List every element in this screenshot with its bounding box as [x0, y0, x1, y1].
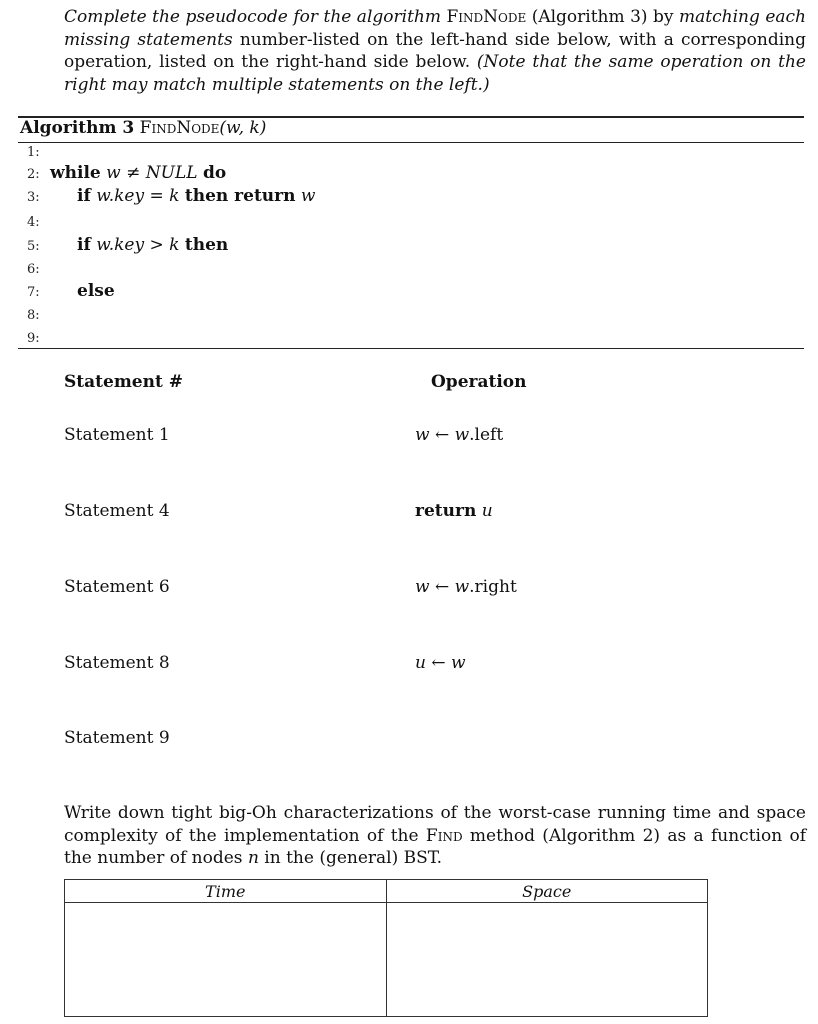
- line-number: 9:: [27, 331, 40, 346]
- operation-item[interactable]: [415, 425, 503, 445]
- operation-item[interactable]: [415, 653, 466, 673]
- answer-table: [64, 879, 708, 1017]
- keyword-do: do: [202, 163, 227, 183]
- if-condition: w.key = k: [96, 186, 180, 206]
- keyword-if: if: [77, 235, 91, 255]
- intro-text-2: (Algorithm 3) by: [531, 7, 674, 27]
- question-2-paragraph: [64, 802, 806, 870]
- intro-text-4: number-listed on the left-hand side below, with a corresponding operation, listed on the right-hand side below.: [64, 29, 806, 72]
- algorithm-name: FindNode: [139, 118, 220, 138]
- statement-item[interactable]: Statement 9: [64, 728, 170, 748]
- q2-text-2: method (Algorithm 2) as a function of the number of nodes: [64, 825, 806, 868]
- operation-assign: w ← w: [415, 577, 470, 597]
- algorithm-number: Algorithm 3: [20, 118, 135, 138]
- line-number: 8:: [27, 308, 40, 323]
- operation-item[interactable]: [415, 577, 517, 597]
- line-number: 5:: [27, 239, 40, 254]
- while-condition: w ≠ NULL: [106, 163, 198, 183]
- return-variable: w: [300, 186, 316, 206]
- operation-keyword: return: [415, 501, 477, 521]
- intro-function-name: FindNode: [446, 7, 527, 27]
- q2-text-3: in the (general) BST.: [264, 848, 443, 868]
- time-column-header: Time: [65, 880, 387, 903]
- operation-column-header: Operation: [431, 372, 527, 392]
- intro-paragraph: [64, 6, 806, 96]
- statement-item[interactable]: Statement 6: [64, 577, 170, 597]
- line-number: 7:: [27, 285, 40, 300]
- statement-item[interactable]: Statement 8: [64, 653, 170, 673]
- code-line-7: [77, 281, 115, 301]
- line-number: 2:: [27, 167, 40, 182]
- q2-variable: n: [247, 848, 259, 868]
- statement-column-header: Statement #: [64, 372, 183, 392]
- space-column-header: Space: [386, 880, 708, 903]
- operation-assign: w ← w: [415, 425, 470, 445]
- line-number: 1:: [27, 145, 40, 160]
- keyword-while: while: [50, 163, 101, 183]
- operation-field: .right: [469, 577, 517, 597]
- algorithm-bottom-rule: [18, 348, 804, 349]
- line-number: 4:: [27, 215, 40, 230]
- statement-item[interactable]: Statement 1: [64, 425, 170, 445]
- line-number: 3:: [27, 190, 40, 205]
- operation-field: .left: [469, 425, 504, 445]
- code-line-5: [77, 235, 228, 255]
- keyword-else: else: [77, 281, 115, 301]
- time-answer-cell[interactable]: [65, 903, 387, 1017]
- q2-text-1: Write down tight big-Oh characterizations of the worst-case running time and space complexity of the implementation of the: [64, 803, 806, 846]
- intro-text-3: matching each missing statements: [64, 7, 806, 50]
- intro-text-5: (Note that the same operation on the right may match multiple statements on the left.): [64, 52, 806, 95]
- algorithm-title: [20, 118, 266, 138]
- keyword-then: then: [184, 235, 229, 255]
- space-answer-cell[interactable]: [386, 903, 708, 1017]
- algorithm-title-rule: [18, 142, 804, 143]
- if-condition: w.key > k: [96, 235, 180, 255]
- operation-item[interactable]: [415, 501, 493, 521]
- q2-function-name: Find: [425, 825, 463, 846]
- keyword-then-return: then return: [184, 186, 296, 206]
- algorithm-args: (w, k): [219, 118, 267, 138]
- intro-text-1: Complete the pseudocode for the algorithm: [64, 7, 441, 27]
- statement-item[interactable]: Statement 4: [64, 501, 170, 521]
- keyword-if: if: [77, 186, 91, 206]
- code-line-3: [77, 186, 315, 206]
- operation-assign: u ← w: [415, 653, 466, 673]
- code-line-2: [50, 163, 226, 183]
- line-number: 6:: [27, 262, 40, 277]
- operation-variable: u: [481, 501, 493, 521]
